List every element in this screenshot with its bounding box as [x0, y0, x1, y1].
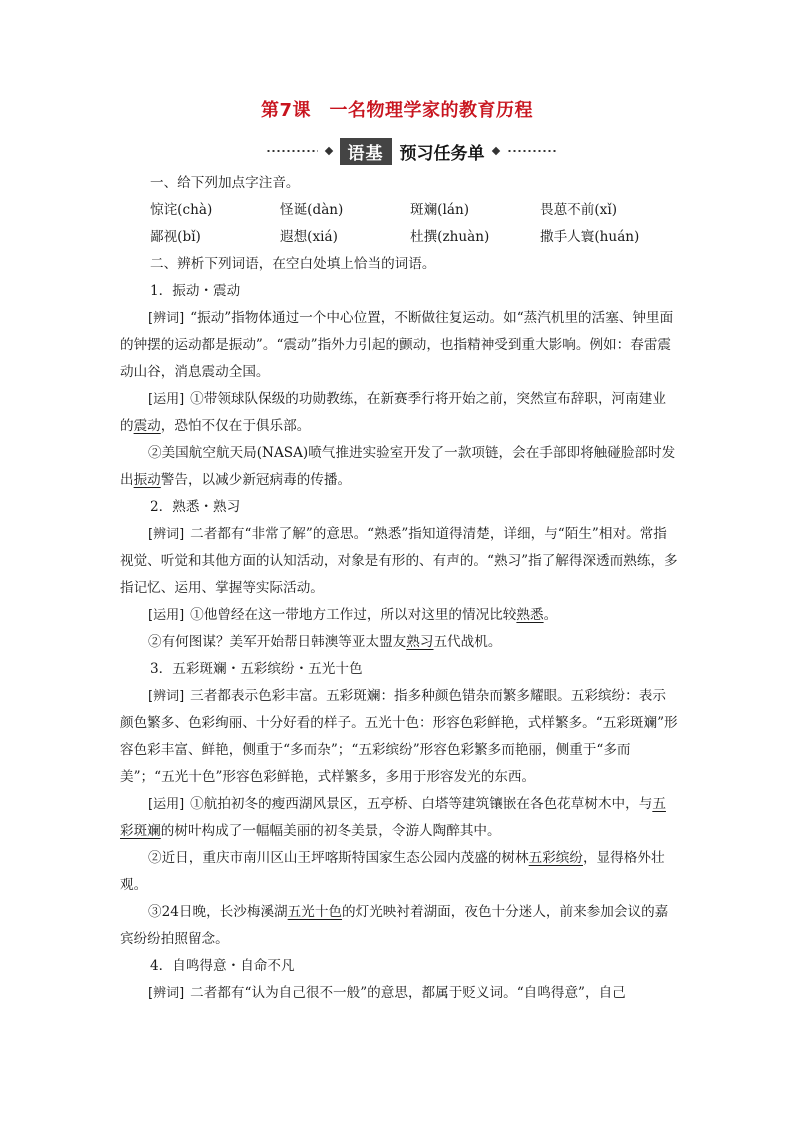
answer-word: 熟悉: [516, 607, 544, 623]
yunyong-label: [运用]: [148, 392, 185, 407]
usage-text: 。: [543, 607, 558, 623]
answer-word: 五彩斑斓: [120, 796, 666, 839]
item1-usage-1: [120, 386, 678, 440]
pinyin-item: 鄙视(bǐ): [150, 229, 201, 245]
diamond-icon: [491, 147, 499, 155]
item3-title: 3．五彩斑斓・五彩缤纷・五光十色: [150, 661, 363, 677]
pinyin-item: 杜撰(zhuàn): [410, 229, 490, 245]
section2-heading: 二、辨析下列词语，在空白处填上恰当的词语。: [150, 256, 436, 272]
usage-text: ①航拍初冬的瘦西湖风景区，五亭桥、白塔等建筑镶嵌在各色花草树木中，与: [190, 796, 653, 812]
usage-text: ②有何图谋？美军开始帮日韩澳等亚太盟友: [148, 634, 407, 650]
yunyong-label: [运用]: [148, 608, 185, 623]
item4-bianci: [120, 980, 678, 1007]
usage-text: ，恐怕不仅在于俱乐部。: [160, 418, 311, 434]
item4-bianci-text: 二者都有“认为自己很不一般”的意思，都属于贬义词。“自鸣得意”，自己: [190, 985, 626, 1001]
item2-title: 2．熟悉・熟习: [150, 499, 241, 515]
bianci-label: [辨词]: [148, 689, 185, 704]
answer-word: 振动: [133, 472, 161, 488]
usage-text: 的树叶构成了一幅幅美丽的初冬美景，令游人陶醉其中。: [160, 823, 501, 839]
pinyin-item: 畏葸不前(xǐ): [540, 202, 617, 218]
answer-word: 震动: [133, 418, 161, 434]
item3-bianci-text: 三者都表示色彩丰富。五彩斑斓：指多种颜色错杂而繁多耀眼。五彩缤纷：表示颜色繁多、色彩绚丽、十分好看的样子。五光十色：形容色彩鲜艳，式样繁多。“五彩斑斓”形容色彩丰富、鲜艳，侧重于“多而杂”；“五彩缤纷”形容色彩繁多而艳丽，侧重于“多而美”；“五光十色”形容色彩鲜艳，式样繁多，多用于形容发光的东西。: [120, 688, 678, 785]
dotted-rule-left: [266, 150, 318, 152]
usage-text: ②美国航空航天局(NASA)喷气推进实验室开发了一款项链，会在手部即将触碰脸部时发出: [120, 445, 676, 488]
item3-usage-3: [120, 899, 678, 953]
item1-bianci-text: “振动”指物体通过一个中心位置，不断做往复运动。如“蒸汽机里的活塞、钟里面的钟摆的运动都是振动”。“震动”指外力引起的颤动，也指精神受到重大影响。例如：春雷震动山谷，消息震动全国。: [120, 310, 674, 380]
answer-word: 熟习: [406, 634, 434, 650]
pinyin-item: 撒手人寰(huán): [540, 229, 640, 245]
dotted-rule-right: [507, 150, 559, 152]
item3-bianci: [120, 683, 678, 791]
section1-heading: 一、给下列加点字注音。: [150, 175, 300, 191]
content-body: [120, 170, 678, 1007]
pinyin-row-2: [150, 224, 678, 251]
pinyin-item: 斑斓(lán): [410, 202, 470, 218]
usage-text: ②近日，重庆市南川区山王坪喀斯特国家生态公园内茂盛的树林: [148, 850, 529, 866]
usage-text: 警告，以减少新冠病毒的传播。: [160, 472, 352, 488]
banner-text: 预习任务单: [399, 143, 485, 164]
usage-text: 的灯光映衬着湖面，夜色十分迷人，前来参加会议的嘉宾纷纷拍照留念。: [120, 904, 669, 947]
item2-bianci-text: 二者都有“非常了解”的意思。“熟悉”指知道得清楚，详细，与“陌生”相对。常指视觉、听觉和其他方面的认知活动，对象是有形的、有声的。“熟习”指了解得深透而熟练，多指记忆、运用、掌握等实际活动。: [120, 526, 678, 596]
usage-text: ①他曾经在这一带地方工作过，所以对这里的情况比较: [190, 607, 517, 623]
page-title: 第7课 一名物理学家的教育历程: [260, 100, 534, 121]
section-banner: [262, 138, 562, 164]
item3-usage-1: [120, 791, 678, 845]
item2-bianci: [120, 521, 678, 602]
item1-usage-2: [120, 440, 678, 494]
answer-word: 五光十色: [287, 904, 343, 920]
usage-text: ，显得格外壮观。: [120, 850, 665, 893]
answer-word: 五彩缤纷: [528, 850, 583, 866]
usage-text: ③24日晚，长沙梅溪湖: [148, 904, 288, 920]
usage-text: 五代战机。: [433, 634, 502, 650]
banner-tag: 语基: [340, 138, 392, 165]
item3-usage-2: [120, 845, 678, 899]
item1-title: 1．振动・震动: [150, 283, 241, 299]
bianci-label: [辨词]: [148, 311, 185, 326]
usage-text: ①带领球队保级的功勋教练，在新赛季行将开始之前，突然宣布辞职，河南建业的: [120, 391, 666, 434]
item4-title: 4．自鸣得意・自命不凡: [150, 958, 295, 974]
yunyong-label: [运用]: [148, 797, 185, 812]
bianci-label: [辨词]: [148, 986, 185, 1001]
pinyin-item: 惊诧(chà): [150, 202, 213, 218]
item2-usage-1: [120, 602, 678, 629]
item1-bianci: [120, 305, 678, 386]
pinyin-item: 怪诞(dàn): [280, 202, 344, 218]
diamond-icon: [324, 147, 332, 155]
pinyin-row-1: [150, 197, 678, 224]
pinyin-item: 遐想(xiá): [280, 229, 338, 245]
item2-usage-2: [120, 629, 678, 656]
bianci-label: [辨词]: [148, 527, 185, 542]
